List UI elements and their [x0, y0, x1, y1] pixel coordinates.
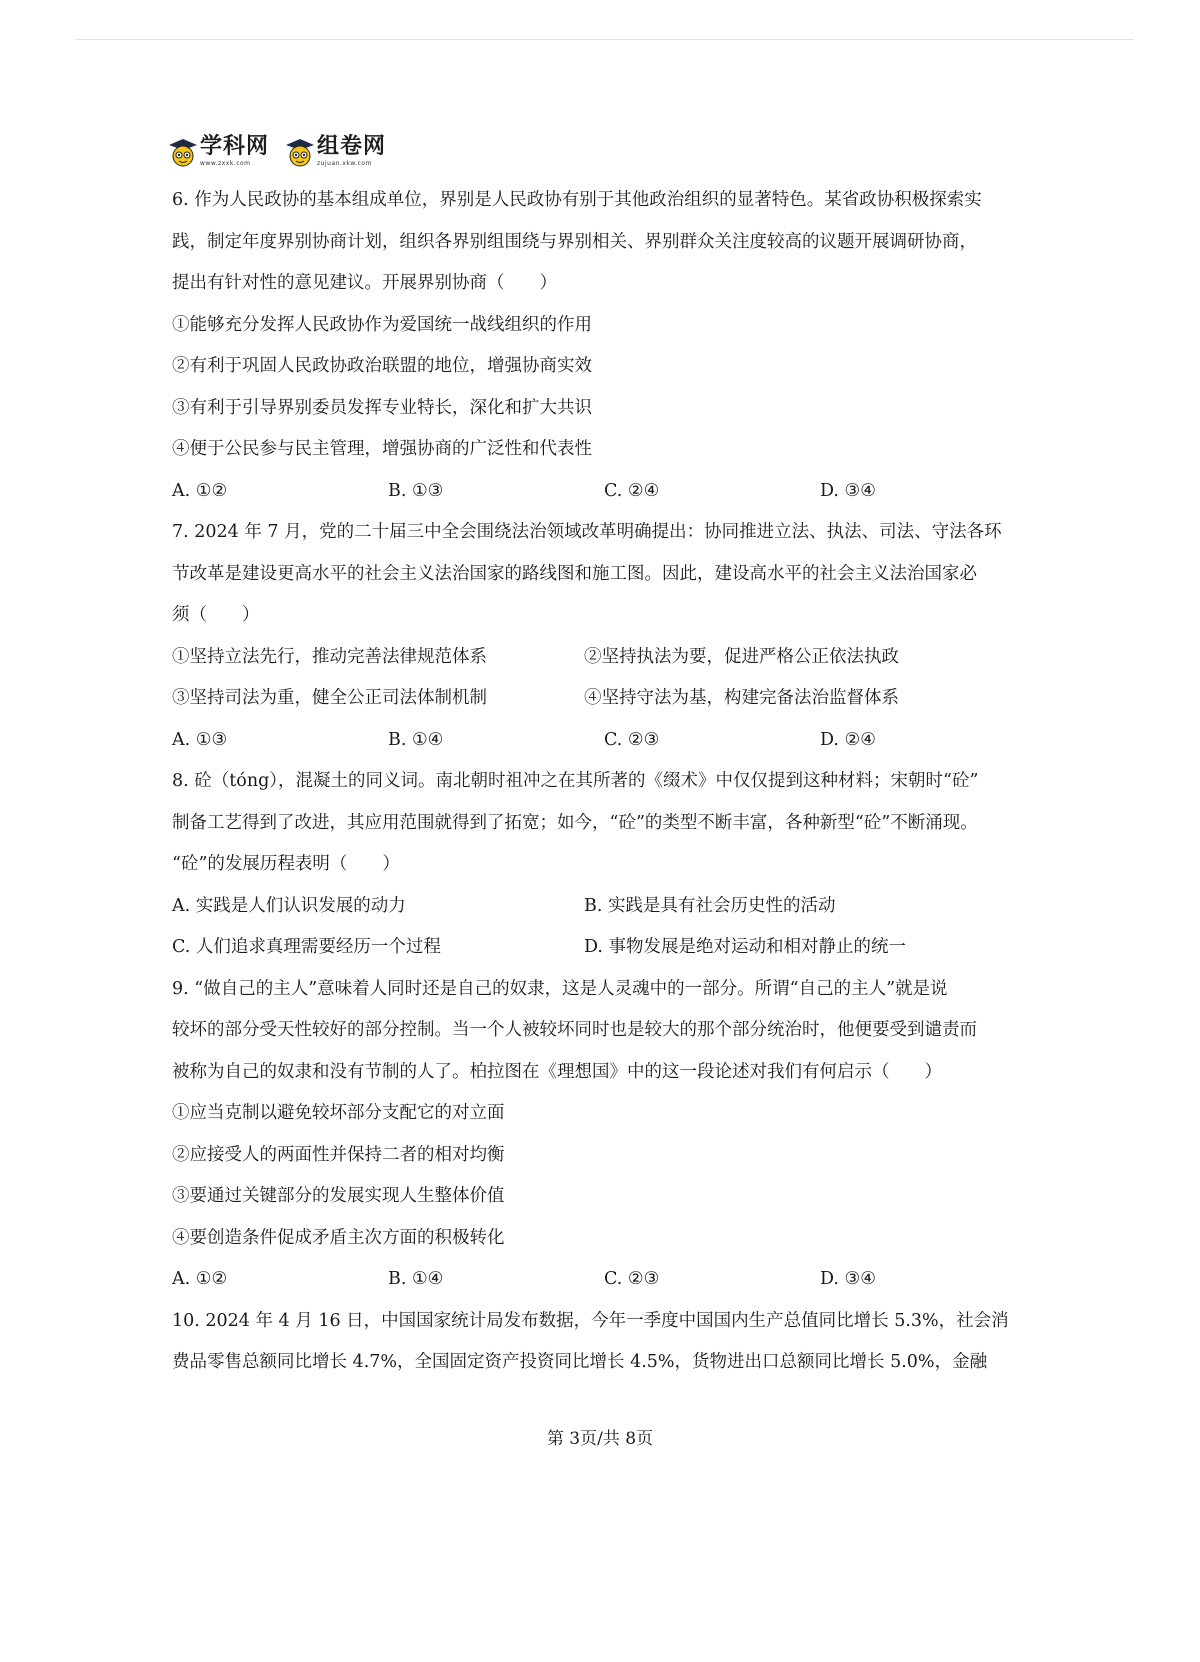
question-8-text: 8. 砼（tóng），混凝土的同义词。南北朝时祖冲之在其所著的《缀术》中仅仅提到这种材料；宋朝时“砼” — [172, 771, 979, 791]
question-content — [172, 180, 1057, 1384]
question-6-text: 6. 作为人民政协的基本组成单位，界别是人民政协有别于其他政治组织的显著特色。某省政协积极探索实 — [172, 190, 982, 210]
statement-4: ④坚持守法为基，构建完备法治监督体系 — [584, 688, 899, 708]
question-8-text: “砼”的发展历程表明（ ） — [172, 854, 400, 874]
option-a: A. 实践是人们认识发展的动力 — [172, 895, 406, 916]
question-6-statement: ④便于公民参与民主管理，增强协商的广泛性和代表性 — [172, 439, 592, 459]
option-c: C. ②③ — [604, 1269, 660, 1289]
question-9-text: 9. “做自己的主人”意味着人同时还是自己的奴隶，这是人灵魂中的一部分。所谓“自己的主人”就是说 — [172, 978, 948, 999]
logo-name: 组卷网 — [317, 134, 387, 159]
option-a: A. ①③ — [172, 729, 228, 750]
mascot-icon — [285, 138, 315, 168]
question-8-options — [172, 886, 1057, 928]
xuekewang-logo — [168, 136, 269, 168]
question-6-statement: ②有利于巩固人民政协政治联盟的地位，增强协商实效 — [172, 356, 592, 376]
logo-url: www.zxxk.com — [200, 160, 251, 167]
option-b: B. ①④ — [388, 1269, 444, 1289]
question-6-text: 践，制定年度界别协商计划，组织各界别组围绕与界别相关、界别群众关注度较高的议题开展调研协商， — [172, 231, 977, 252]
logo-bar — [168, 136, 402, 168]
option-a: A. ①② — [172, 480, 228, 501]
option-c: C. ②③ — [604, 729, 660, 750]
question-6-text: 提出有针对性的意见建议。开展界别协商（ ） — [172, 273, 557, 293]
option-c: C. ②④ — [604, 480, 660, 501]
question-9-statement: ④要创造条件促成矛盾主次方面的积极转化 — [172, 1227, 505, 1248]
question-9-statement: ①应当克制以避免较坏部分支配它的对立面 — [172, 1103, 505, 1123]
option-d: D. ③④ — [820, 1269, 876, 1289]
statement-2: ②坚持执法为要，促进严格公正依法执政 — [584, 646, 899, 667]
question-10-text: 10. 2024 年 4 月 16 日，中国国家统计局发布数据，今年一季度中国国内生产总值同比增长 5.3%，社会消 — [172, 1310, 1009, 1331]
logo-name: 学科网 — [200, 134, 270, 159]
option-a: A. ①② — [172, 1269, 228, 1289]
option-c: C. 人们追求真理需要经历一个过程 — [172, 937, 441, 957]
question-9-statement: ②应接受人的两面性并保持二者的相对均衡 — [172, 1144, 505, 1165]
question-7-text: 须（ ） — [172, 605, 260, 625]
statement-1: ①坚持立法先行，推动完善法律规范体系 — [172, 646, 487, 667]
question-6-statement: ①能够充分发挥人民政协作为爱国统一战线组织的作用 — [172, 314, 592, 335]
question-8-text: 制备工艺得到了改进，其应用范围就得到了拓宽；如今，“砼”的类型不断丰富，各种新型“砼”不断涌现。 — [172, 812, 978, 833]
zujuanwang-logo — [285, 136, 386, 168]
question-6-options — [172, 471, 1057, 513]
option-d: D. 事物发展是绝对运动和相对静止的统一 — [584, 937, 907, 957]
logo-url: zujuan.xkw.com — [317, 160, 372, 167]
question-9-text: 被称为自己的奴隶和没有节制的人了。柏拉图在《理想国》中的这一段论述对我们有何启示（ ） — [172, 1061, 942, 1082]
question-8-options — [172, 927, 1057, 969]
question-9-statement: ③要通过关键部分的发展实现人生整体价值 — [172, 1186, 505, 1206]
option-b: B. ①③ — [388, 480, 444, 501]
top-rule — [76, 39, 1134, 40]
question-7-statements — [172, 637, 1057, 679]
question-7-text: 7. 2024 年 7 月，党的二十届三中全会围绕法治领域改革明确提出：协同推进立法、执法、司法、守法各环 — [172, 522, 1002, 542]
question-10-text: 费品零售总额同比增长 4.7%，全国固定资产投资同比增长 4.5%，货物进出口总额同比增长 5.0%，金融 — [172, 1352, 988, 1372]
question-9-options — [172, 1259, 1057, 1301]
page-number: 第 3页/共 8页 — [546, 1429, 654, 1449]
option-b: B. 实践是具有社会历史性的活动 — [584, 895, 836, 916]
question-6-statement: ③有利于引导界别委员发挥专业特长，深化和扩大共识 — [172, 397, 592, 418]
question-7-options — [172, 720, 1057, 762]
question-7-text: 节改革是建设更高水平的社会主义法治国家的路线图和施工图。因此，建设高水平的社会主义法治国家必 — [172, 563, 977, 584]
statement-3: ③坚持司法为重，健全公正司法体制机制 — [172, 688, 487, 708]
mascot-icon — [168, 138, 198, 168]
question-9-text: 较坏的部分受天性较好的部分控制。当一个人被较坏同时也是较大的那个部分统治时，他便要受到谴责而 — [172, 1020, 977, 1040]
option-b: B. ①④ — [388, 729, 444, 750]
option-d: D. ③④ — [820, 480, 876, 501]
question-7-statements — [172, 678, 1057, 720]
option-d: D. ②④ — [820, 729, 876, 750]
